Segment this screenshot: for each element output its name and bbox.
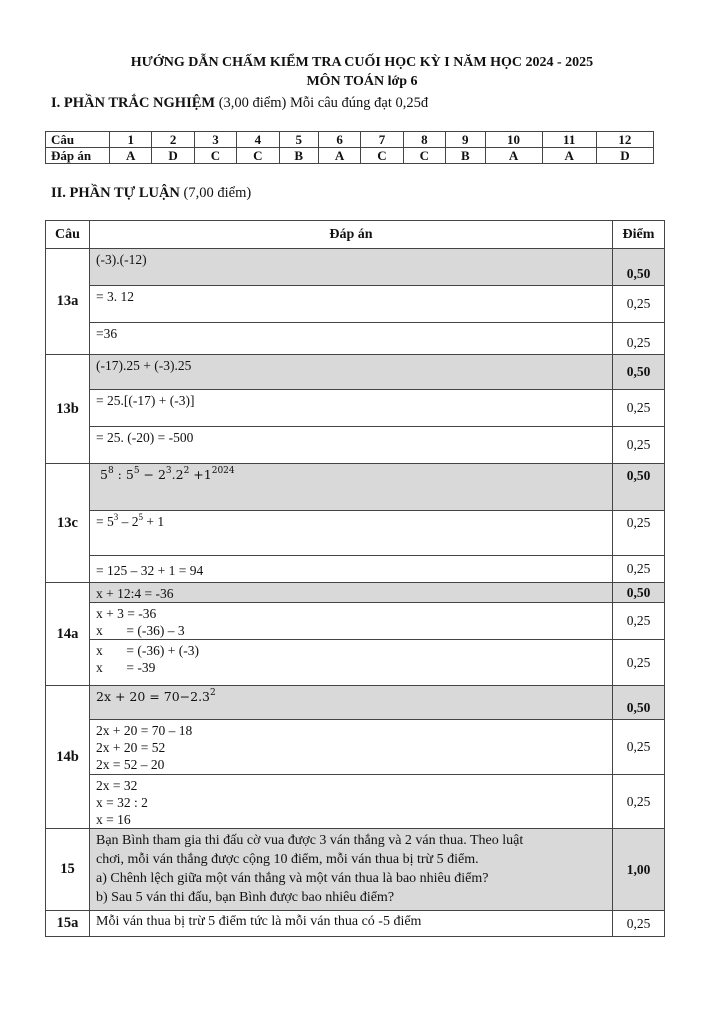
answer-step: Mỗi ván thua bị trừ 5 điểm tức là mỗi ván thua có -5 điểm xyxy=(90,911,613,937)
essay-header-row xyxy=(46,221,665,249)
table-row xyxy=(46,390,665,427)
points-cell: 0,25 xyxy=(613,390,665,427)
col-header-answer: Đáp án xyxy=(90,221,613,249)
table-row xyxy=(46,603,665,640)
points-cell: 0,25 xyxy=(613,427,665,464)
points-cell: 0,50 xyxy=(613,355,665,390)
part2-heading-note: (7,00 điểm) xyxy=(179,185,252,201)
question-label-14a: 14a xyxy=(46,583,90,686)
question-label-13a: 13a xyxy=(46,249,90,355)
answer-step: = 25. (-20) = -500 xyxy=(90,427,613,464)
points-cell: 0,50 xyxy=(613,686,665,720)
mc-answer-letter: B xyxy=(446,148,485,164)
table-row xyxy=(46,249,665,286)
points-cell: 0,50 xyxy=(613,464,665,511)
mc-answer-letter: A xyxy=(318,148,360,164)
mc-answer-letter: C xyxy=(237,148,279,164)
mc-question-row xyxy=(46,132,654,148)
table-row xyxy=(46,556,665,583)
points-cell: 0,25 xyxy=(613,911,665,937)
problem-statement-15: Bạn Bình tham gia thi đấu cờ vua được 3 ván thắng và 2 ván thua. Theo luật chơi, mỗi ván thắng được cộng 10 điểm, mỗi ván thua bị trừ 5 điểm. a) Chênh lệch giữa một ván thắng và một ván thua là bao nhiêu điểm? b) Sau 5 ván thi đấu, bạn Bình được bao nhiêu điểm? xyxy=(90,829,613,911)
formula-14b-expression: $2x + 20 = 70-2.3^2$ xyxy=(96,687,216,704)
points-cell: 0,25 xyxy=(613,511,665,556)
answer-step: = 3. 12 xyxy=(90,286,613,323)
answer-step: x + 12:4 = -36 xyxy=(90,583,613,603)
table-row xyxy=(46,640,665,686)
mc-answer-letter: C xyxy=(194,148,236,164)
question-label-13c: 13c xyxy=(46,464,90,583)
mc-question-number: 12 xyxy=(596,132,653,148)
mc-question-number: 1 xyxy=(110,132,152,148)
mc-question-number: 5 xyxy=(279,132,318,148)
table-row xyxy=(46,829,665,911)
part1-heading-title: I. PHẦN TRẮC NGHIỆM xyxy=(51,95,216,111)
table-row xyxy=(46,583,665,603)
table-row xyxy=(46,911,665,937)
points-cell: 0,25 xyxy=(613,286,665,323)
mc-answer-letter: A xyxy=(542,148,596,164)
answer-step: =36 xyxy=(90,323,613,355)
part1-heading-note: (3,00 điểm) Mỗi câu đúng đạt 0,25đ xyxy=(215,95,429,111)
mc-question-number: 11 xyxy=(542,132,596,148)
answer-step: x + 3 = -36 x = (-36) – 3 xyxy=(90,603,613,640)
table-row xyxy=(46,323,665,355)
table-row xyxy=(46,427,665,464)
answer-step: 2x = 32 x = 32 : 2 x = 16 xyxy=(90,775,613,829)
points-cell: 0,50 xyxy=(613,583,665,603)
table-row xyxy=(46,686,665,720)
mc-answer-letter: C xyxy=(361,148,403,164)
mc-answer-letter: C xyxy=(403,148,445,164)
mc-question-number: 7 xyxy=(361,132,403,148)
mc-answer-letter: D xyxy=(596,148,653,164)
points-cell: 0,25 xyxy=(613,775,665,829)
mc-question-row-label: Câu xyxy=(46,132,110,148)
question-label-14b: 14b xyxy=(46,686,90,829)
answer-step xyxy=(90,686,613,720)
mc-answer-letter: A xyxy=(485,148,542,164)
essay-grading-table xyxy=(45,220,665,937)
answer-step xyxy=(90,464,613,511)
mc-answer-row-label: Đáp án xyxy=(46,148,110,164)
table-row xyxy=(46,775,665,829)
mc-answer-letter: B xyxy=(279,148,318,164)
mc-answer-letter: D xyxy=(152,148,194,164)
answer-step: = $5^3 - 2^5 + 1$ xyxy=(90,511,613,556)
col-header-points: Điểm xyxy=(613,221,665,249)
points-cell: 0,25 xyxy=(613,323,665,355)
col-header-question: Câu xyxy=(46,221,90,249)
mc-question-number: 3 xyxy=(194,132,236,148)
points-cell: 0,25 xyxy=(613,556,665,583)
points-cell: 0,25 xyxy=(613,603,665,640)
table-row xyxy=(46,355,665,390)
points-cell: 0,50 xyxy=(613,249,665,286)
answer-step: 2x + 20 = 70 – 18 2x + 20 = 52 2x = 52 – 20 xyxy=(90,720,613,775)
part2-heading-title: II. PHẦN TỰ LUẬN xyxy=(51,185,180,201)
table-row xyxy=(46,511,665,556)
table-row xyxy=(46,720,665,775)
mc-answer-letter: A xyxy=(110,148,152,164)
mc-answer-row xyxy=(46,148,654,164)
answer-step: = 125 – 32 + 1 = 94 xyxy=(90,556,613,583)
multiple-choice-answer-table xyxy=(45,131,654,164)
document-title-line2: MÔN TOÁN lớp 6 xyxy=(306,74,418,89)
mc-question-number: 2 xyxy=(152,132,194,148)
document-title-line1: HƯỚNG DẪN CHẤM KIỂM TRA CUỐI HỌC KỲ I NĂM HỌC 2024 - 2025 xyxy=(130,55,594,70)
answer-step: x = (-36) + (-3) x = -39 xyxy=(90,640,613,686)
answer-step: (-3).(-12) xyxy=(90,249,613,286)
part2-heading xyxy=(51,184,251,202)
points-cell: 1,00 xyxy=(613,829,665,911)
mc-question-number: 6 xyxy=(318,132,360,148)
mc-question-number: 10 xyxy=(485,132,542,148)
question-label-13b: 13b xyxy=(46,355,90,464)
formula-13c-expression: $5^8$ : $5^5 - 2^3.2^2 +1^{2024}$ xyxy=(100,465,235,482)
part1-heading xyxy=(51,94,428,112)
answer-step: (-17).25 + (-3).25 xyxy=(90,355,613,390)
answer-step: = 25.[(-17) + (-3)] xyxy=(90,390,613,427)
points-cell: 0,25 xyxy=(613,720,665,775)
table-row xyxy=(46,286,665,323)
question-label-15a: 15a xyxy=(46,911,90,937)
table-row xyxy=(46,464,665,511)
question-label-15: 15 xyxy=(46,829,90,911)
mc-question-number: 8 xyxy=(403,132,445,148)
mc-question-number: 9 xyxy=(446,132,485,148)
mc-question-number: 4 xyxy=(237,132,279,148)
points-cell: 0,25 xyxy=(613,640,665,686)
